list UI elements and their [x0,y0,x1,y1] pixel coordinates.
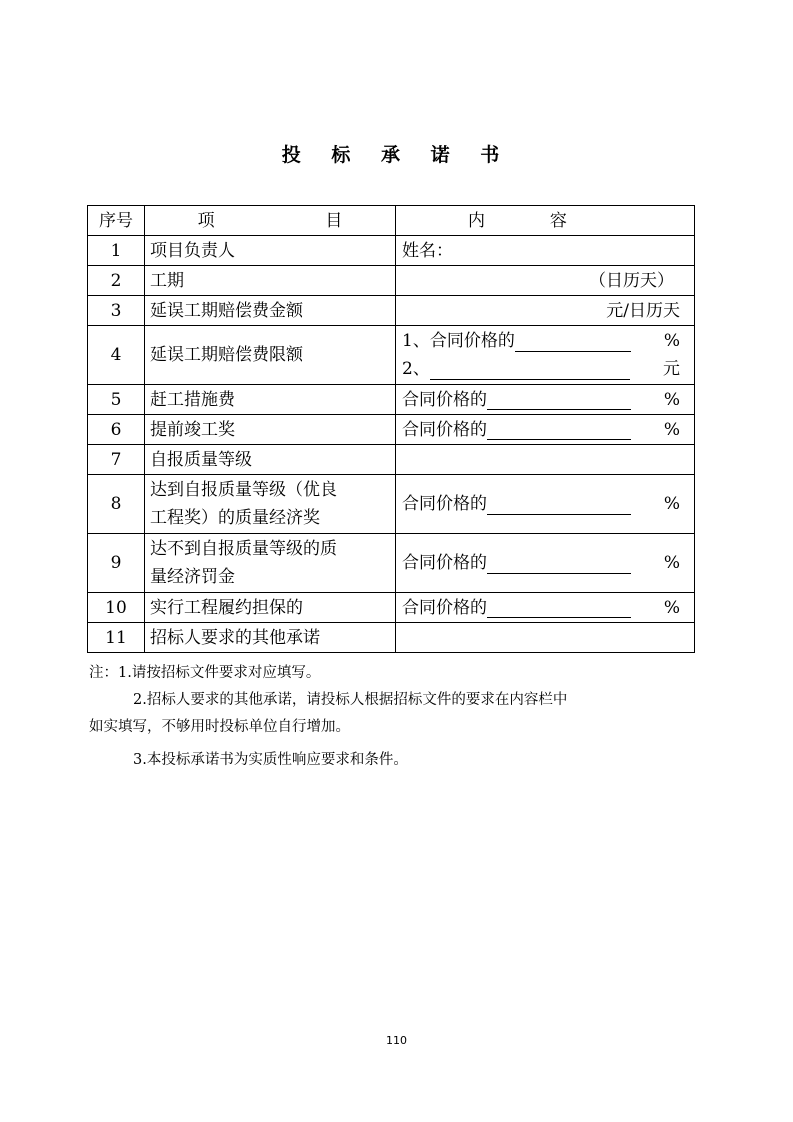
content-prefix: 1、合同价格的 [402,331,515,351]
header-item-char1: 项 [197,210,215,231]
item-line-1: 达到自报质量等级（优良 [150,480,337,500]
content-prefix: 合同价格的 [402,553,487,573]
fill-blank[interactable] [487,553,631,574]
content-suffix: % [663,597,680,618]
row-content[interactable] [396,445,695,475]
content-prefix: 合同价格的 [402,419,487,440]
item-line-2: 工程奖）的质量经济奖 [150,508,320,528]
table-row [88,236,695,266]
note-1: 注：1.请按招标文件要求对应填写。 [89,665,321,681]
header-content [396,206,695,236]
header-no: 序号 [88,206,145,236]
table-row [88,385,695,415]
row-content[interactable] [396,623,695,653]
content-line-2 [402,355,680,383]
table-row [88,534,695,593]
row-content[interactable] [396,385,695,415]
row-item [145,475,396,534]
notes-section [89,660,701,774]
row-item: 延误工期赔偿费限额 [145,326,396,385]
content-line-1 [402,327,680,355]
fill-blank[interactable] [430,359,630,380]
row-no: 6 [88,415,145,445]
fill-blank[interactable] [487,389,631,410]
note-2-line-1: 2.招标人要求的其他承诺，请投标人根据招标文件的要求在内容栏中 [133,692,568,708]
content-suffix: % [663,389,680,410]
row-item: 自报质量等级 [145,445,396,475]
table-row [88,445,695,475]
header-content-char1: 内 [468,210,485,231]
row-item: 招标人要求的其他承诺 [145,623,396,653]
content-suffix: % [663,553,680,573]
row-item: 赶工措施费 [145,385,396,415]
row-item [145,534,396,593]
row-content[interactable] [396,415,695,445]
table-row [88,326,695,385]
row-content[interactable] [396,326,695,385]
table-row [88,593,695,623]
table-row [88,623,695,653]
content-prefix: 合同价格的 [402,597,487,618]
row-item: 项目负责人 [145,236,396,266]
row-content[interactable] [396,475,695,534]
row-content[interactable]: （日历天） [396,266,695,296]
row-item: 工期 [145,266,396,296]
note-2-line-2: 如实填写，不够用时投标单位自行增加。 [89,719,350,735]
page-number: 110 [386,1034,407,1047]
content-suffix: 元 [663,359,680,379]
fill-blank[interactable] [487,597,631,618]
table-row [88,266,695,296]
fill-blank[interactable] [487,419,631,440]
table-row [88,296,695,326]
content-suffix: % [663,494,680,514]
header-item-char2: 目 [325,210,343,231]
fill-blank[interactable] [487,494,631,515]
content-prefix: 合同价格的 [402,494,487,514]
row-content[interactable]: 元/日历天 [396,296,695,326]
row-no: 4 [88,326,145,385]
row-no: 9 [88,534,145,593]
table-header-row [88,206,695,236]
row-no: 8 [88,475,145,534]
content-suffix: % [663,419,680,440]
commitment-table [87,205,695,653]
content-prefix: 合同价格的 [402,389,487,410]
document-title: 投 标 承 诺 书 [281,144,512,166]
content-suffix: % [663,331,680,351]
row-no: 10 [88,593,145,623]
row-no: 1 [88,236,145,266]
row-item: 提前竣工奖 [145,415,396,445]
row-item: 延误工期赔偿费金额 [145,296,396,326]
content-prefix: 2、 [402,359,430,379]
header-item [145,206,396,236]
item-line-1: 达不到自报质量等级的质 [150,539,337,559]
header-content-char2: 容 [549,210,567,231]
row-no: 11 [88,623,145,653]
item-line-2: 量经济罚金 [150,567,235,587]
row-no: 2 [88,266,145,296]
table-row [88,475,695,534]
row-content[interactable] [396,593,695,623]
row-content[interactable]: 姓名： [396,236,695,266]
row-no: 3 [88,296,145,326]
row-content[interactable] [396,534,695,593]
row-no: 5 [88,385,145,415]
row-no: 7 [88,445,145,475]
note-3: 3.本投标承诺书为实质性响应要求和条件。 [133,752,408,768]
row-item: 实行工程履约担保的 [145,593,396,623]
table-row [88,415,695,445]
fill-blank[interactable] [515,331,631,352]
